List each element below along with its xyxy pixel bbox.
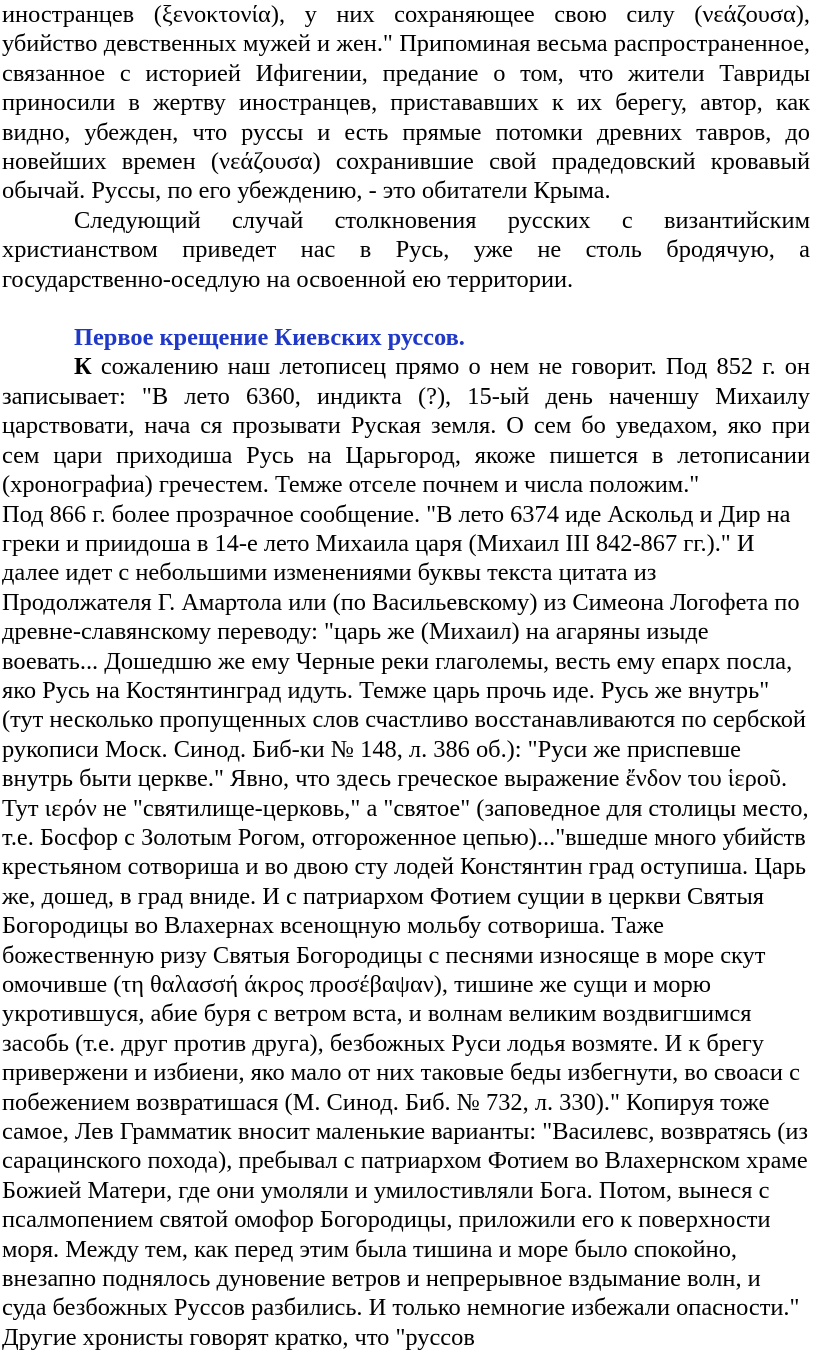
paragraph-foreigners: иностранцев (ξενοκτονία), у них сохраняющее свою силу (νεάζουσα), убийство девственных мужей и жен." Припоминая весьма распространенное, связанное с историей Ифигении, предание о том, что жители Тавриды приносили в жертву иностранцев, пристававших к их берегу, автор, как видно, убежден, что руссы и есть прямые потомки древних тавров, до новейших времен (νεάζουσα) сохранившие свой прадедовский кровавый обычай. Руссы, по его убеждению, - это обитатели Крыма. <box>2 0 810 206</box>
paragraph-chronicle-866: Под 866 г. более прозрачное сообщение. "В лето 6374 иде Аскольд и Дир на греки и приидоша в 14-е лето Михаила царя (Михаил III 842-867 гг.)." И далее идет с небольшими изменениями буквы текста цитата из Продолжателя Г. Амартола или (по Васильевскому) из Симеона Логофета по древне-славянскому переводу: "царь же (Михаил) на агаряны изыде воевать... Дошедшю же ему Черные реки глаголемы, весть ему епарх посла, яко Русь на Костянтинград идуть. Темже царь прочь иде. Русь же внутрь" (тут несколько пропущенных слов счастливо восстанавливаются по сербской рукописи Моск. Синод. Биб-ки № 148, л. 386 об.): "Руси же приспевше внутрь быти церкве." Явно, что здесь греческое выражение ἔνδον του ἱεροῦ. Тут ιερόν не "святилище-церковь," а "святое" (заповедное для столицы место, т.е. Босфор с Золотым Рогом, отгороженное цепью)..."вшедше много убийств крестьяном сотвориша и во двою сту лодей Констянтин град оступиша. Царь же, дошед, в град вниде. И с патриархом Фотием сущии в церкви Святыя Богородицы во Влахернах всенощную мольбу сотвориша. Таже божественную ризу Святыя Богородицы с песнями износяще в море скут омочивше (τη θαλασσή άκρος προσέβαψαν), тишине же сущи и морю укротившуся, абие буря с ветром вста, и волнам великим воздвигшимся засобь (т.е. друг против друга), безбожных Руси лодья возмяте. И к брегу привержени и избиени, яко мало от них таковые беды избегнути, во своаси с побежением возвратишася (М. Синод. Биб. № 732, л. 330)." Копируя тоже самое, Лев Грамматик вносит маленькие варианты: "Василевс, возвратясь (из сарацинского похода), пребывал с патриархом Фотием во Влахернском храме Божией Матери, где они умоляли и умилостивляли Бога. Потом, вынеся с псалмопением святой омофор Богородицы, приложили его к поверхности моря. Между тем, как перед этим была тишина и море было спокойно, внезапно поднялось дуновение ветров и непрерывное вздымание волн, и суда безбожных Руссов разбились. И только немногие избежали опасности." Другие хронисты говорят кратко, что "руссов <box>2 500 810 1352</box>
paragraph-initial-letter: К <box>74 353 92 380</box>
section-heading: Первое крещение Киевских руссов. <box>2 323 810 352</box>
paragraph-chronicle-852 <box>2 352 810 499</box>
paragraph-chronicle-852-text: сожалению наш летописец прямо о нем не говорит. Под 852 г. он записывает: "В лето 6360, индикта (?), 15-ый день наченшу Михаилу царствовати, нача ся прозывати Руская земля. О сем бо уведахом, яко при сем цари приходиша Русь на Царьгород, якоже пишется в летописании (хронографиа) гречестем. Темже отселе почнем и числа положим." <box>2 353 810 498</box>
paragraph-next-encounter: Следующий случай столкновения русских с византийским христианством приведет нас в Русь, уже не столь бродячую, а государственно-оседлую на освоенной ею территории. <box>2 206 810 294</box>
